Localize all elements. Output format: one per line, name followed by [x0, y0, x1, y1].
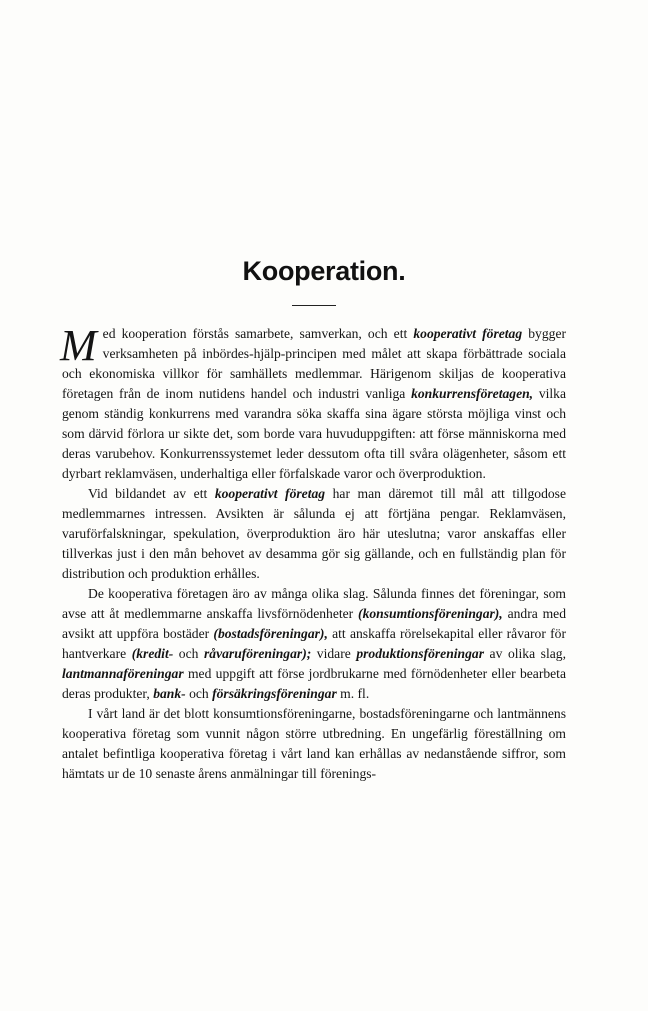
- text-run: I vårt land är det blott konsumtionsföreningarne, bostadsföreningarne och lantmännens kooperativa företag som vunnit någon större utbredning. En ungefärlig föreställning om antalet befintliga kooperativa företag i vårt land kan erhållas av nedanstående siffror, som hämtats ur de 10 senaste årens anmälningar till förenings-: [62, 706, 566, 781]
- text-run: med uppgift att förse jordbrukarne med förnödenheter eller bearbeta deras produkter,: [62, 666, 566, 701]
- text-run: De kooperativa företagen äro av många olika slag. Sålunda finnes det föreningar, som avse att åt medlemmarne anskaffa livsförnödenheter: [62, 586, 566, 621]
- text-run: bygger verksamheten på inbördes-hjälp-principen med målet att skapa förbättrade sociala och ekonomiska villkor för samhällets medlemmar. Härigenom skiljas de kooperativa företagen från de inom nutidens handel och industri vanliga: [62, 326, 567, 401]
- emphasized-term: konkurrensföretagen,: [411, 386, 534, 401]
- emphasized-term: kooperativt företag: [214, 486, 326, 501]
- text-run: ed kooperation förstås samarbete, samverkan, och ett: [102, 326, 414, 341]
- emphasized-term: (bostadsföreningar),: [213, 626, 328, 641]
- emphasized-term: (kredit-: [131, 646, 174, 661]
- emphasized-term: kooperativt företag: [413, 326, 523, 341]
- emphasized-term: bank-: [153, 686, 186, 701]
- emphasized-term: råvaruföreningar);: [204, 646, 312, 661]
- text-run: Vid bildandet av ett: [88, 486, 215, 501]
- paragraph: [62, 484, 566, 584]
- emphasized-term: försäkringsföreningar: [212, 686, 337, 701]
- text-run: och: [185, 686, 213, 701]
- paragraph: [60, 321, 567, 484]
- text-run: vilka genom ständig konkurrens med varandra söka skaffa sina ägare största möjliga vinst och som därvid förlora ur sikte det, som borde vara huvuduppgiften: att förse människorna med deras varubehov. Konkurrenssystemet leder dessutom ofta till svåra olägenheter, såsom ett dyrbart reklamväsen, underhaltiga eller förfalskade varor och överproduktion.: [62, 386, 566, 481]
- drop-cap: M: [60, 321, 97, 370]
- text-run: vidare: [311, 646, 357, 661]
- text-run: av olika slag,: [484, 646, 566, 661]
- emphasized-term: (konsumtionsföreningar),: [358, 606, 503, 621]
- emphasized-term: produktionsföreningar: [356, 646, 484, 661]
- text-run: har man däremot till mål att tillgodose medlemmarnes intressen. Avsikten är sålunda ej att förtjäna pengar. Reklamväsen, varuförfalskningar, spekulation, överproduktion äro här uteslutna; varor anskaffas eller tillverkas just i den mån behovet av desamma gör sig gällande, och en fullständig plan för distribution och produktion erhålles.: [62, 486, 566, 581]
- text-run: m. fl.: [336, 686, 370, 701]
- emphasized-term: lantmannaföreningar: [62, 666, 184, 681]
- text-run: och: [173, 646, 204, 661]
- title-divider: [292, 305, 336, 306]
- text-run: andra med avsikt att uppföra bostäder: [62, 606, 566, 641]
- paragraph: [62, 584, 566, 704]
- page-title: Kooperation.: [242, 256, 406, 286]
- body-text: [60, 321, 567, 784]
- text-run: att anskaffa rörelsekapital eller råvaror för hantverkare: [62, 626, 566, 661]
- paragraph: [62, 704, 566, 784]
